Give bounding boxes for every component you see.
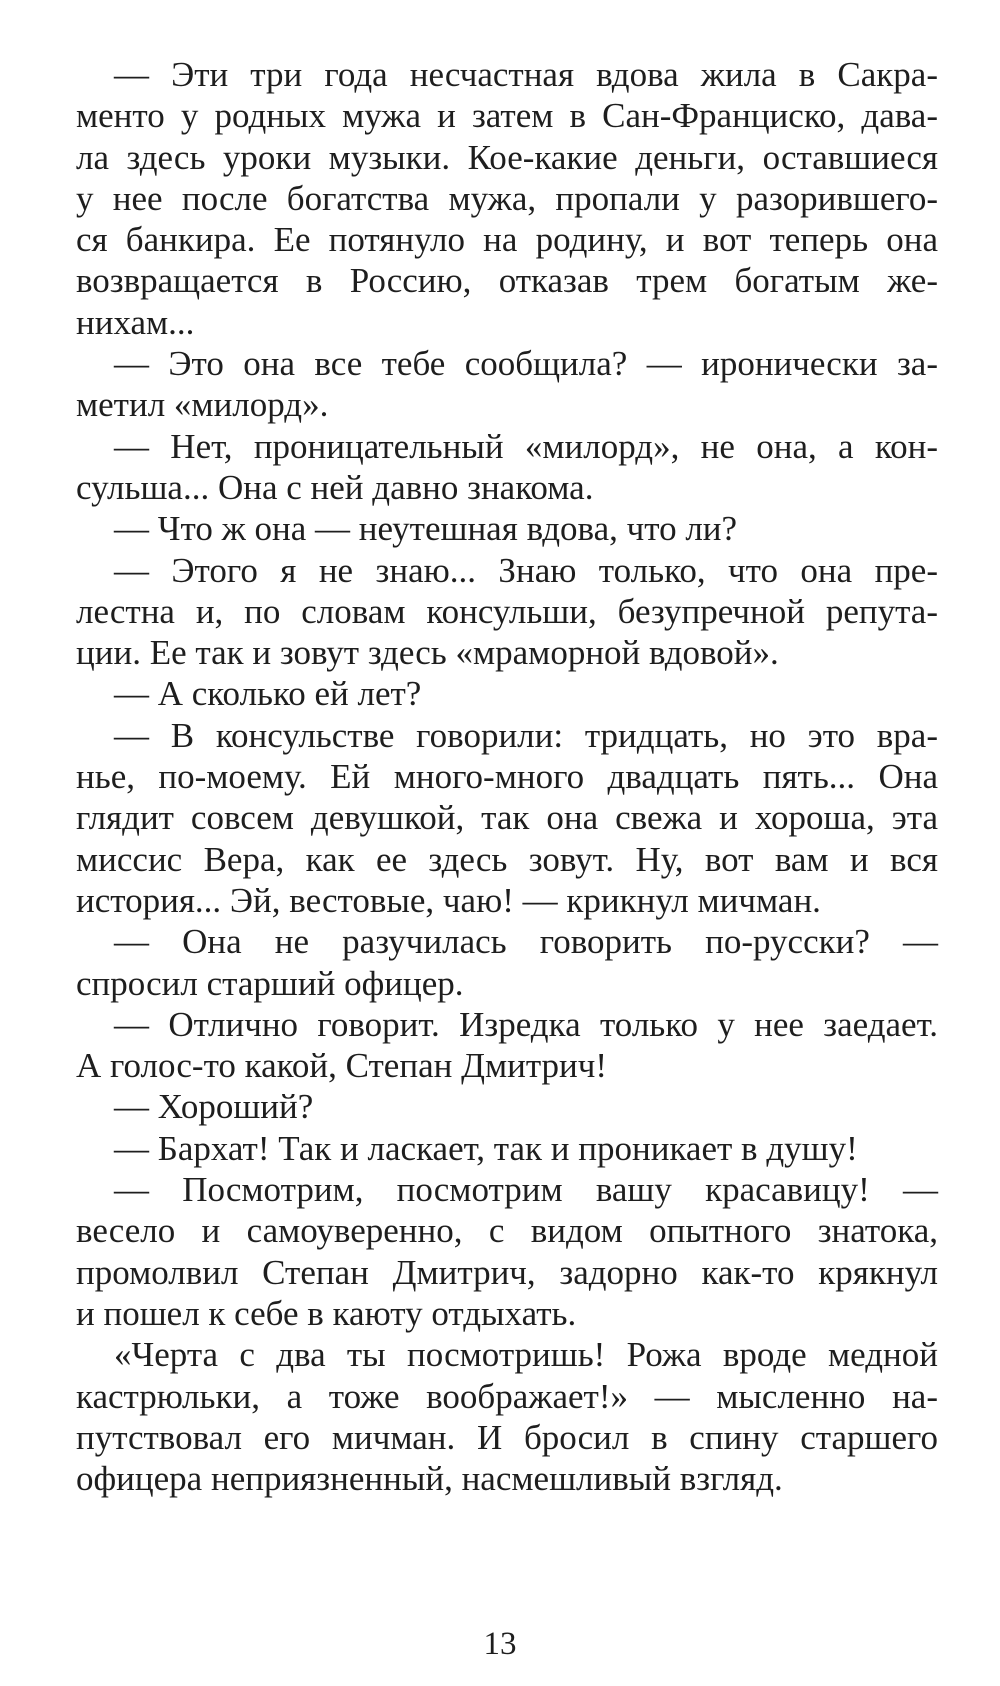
book-page-text [76,54,938,1499]
text-line: метил «милорд». [76,385,329,425]
text-line: промолвил Степан Дмитрич, задорно как-то крякнул [76,1252,938,1292]
text-line: А голос-то какой, Степан Дмитрич! [76,1046,608,1086]
page-number: 13 [483,1626,517,1662]
text-line: — Посмотрим, посмотрим вашу красавицу! — [114,1170,938,1210]
text-line: — А сколько ей лет? [114,674,422,714]
text-line: — Отлично говорит. Изредка только у нее заедает. [114,1004,938,1044]
text-line: ся банкира. Ее потянуло на родину, и вот теперь она [76,220,938,260]
text-line: весело и самоуверенно, с видом опытного знатока, [76,1211,938,1251]
text-line: — Бархат! Так и ласкает, так и проникает в душу! [114,1128,858,1168]
text-line: нье, по-моему. Ей много-много двадцать пять... Она [76,757,938,797]
text-line: — Нет, проницательный «милорд», не она, а кон- [114,426,938,466]
text-line: — Этого я не знаю... Знаю только, что она пре- [114,550,938,590]
text-line: путствовал его мичман. И бросил в спину старшего [76,1417,938,1457]
text-line: глядит совсем девушкой, так она свежа и хороша, эта [76,798,938,838]
text-line: кастрюльки, а тоже воображает!» — мысленно на- [76,1376,938,1416]
text-line: — Хороший? [114,1087,314,1127]
text-line: — Что ж она — неутешная вдова, что ли? [114,509,738,549]
text-line: ции. Ее так и зовут здесь «мраморной вдовой». [76,633,779,673]
text-line: — Это она все тебе сообщила? — иронически за- [114,344,938,384]
text-line: менто у родных мужа и затем в Сан-Франциско, дава- [76,96,938,136]
text-line: и пошел к себе в каюту отдыхать. [76,1293,577,1333]
text-line: — В консульстве говорили: тридцать, но это вра- [114,715,938,755]
text-line: у нее после богатства мужа, пропали у разорившего- [76,178,938,218]
text-line: миссис Вера, как ее здесь зовут. Ну, вот вам и вся [76,839,938,879]
text-line: — Она не разучилась говорить по-русски? — [114,922,938,962]
text-line: «Черта с два ты посмотришь! Рожа вроде медной [114,1335,938,1375]
text-line: спросил старший офицер. [76,963,464,1003]
text-line: ла здесь уроки музыки. Кое-какие деньги, оставшиеся [76,137,938,177]
text-line: офицера неприязненный, насмешливый взгляд. [76,1459,783,1499]
text-line: — Эти три года несчастная вдова жила в Сакра- [114,55,938,94]
text-line: нихам... [76,302,195,342]
text-line: сульша... Она с ней давно знакома. [76,467,594,507]
text-line: история... Эй, вестовые, чаю! — крикнул мичман. [76,880,821,920]
text-line: возвращается в Россию, отказав трем богатым же- [76,261,938,301]
text-line: лестна и, по словам консульши, безупречной репута- [76,591,938,631]
